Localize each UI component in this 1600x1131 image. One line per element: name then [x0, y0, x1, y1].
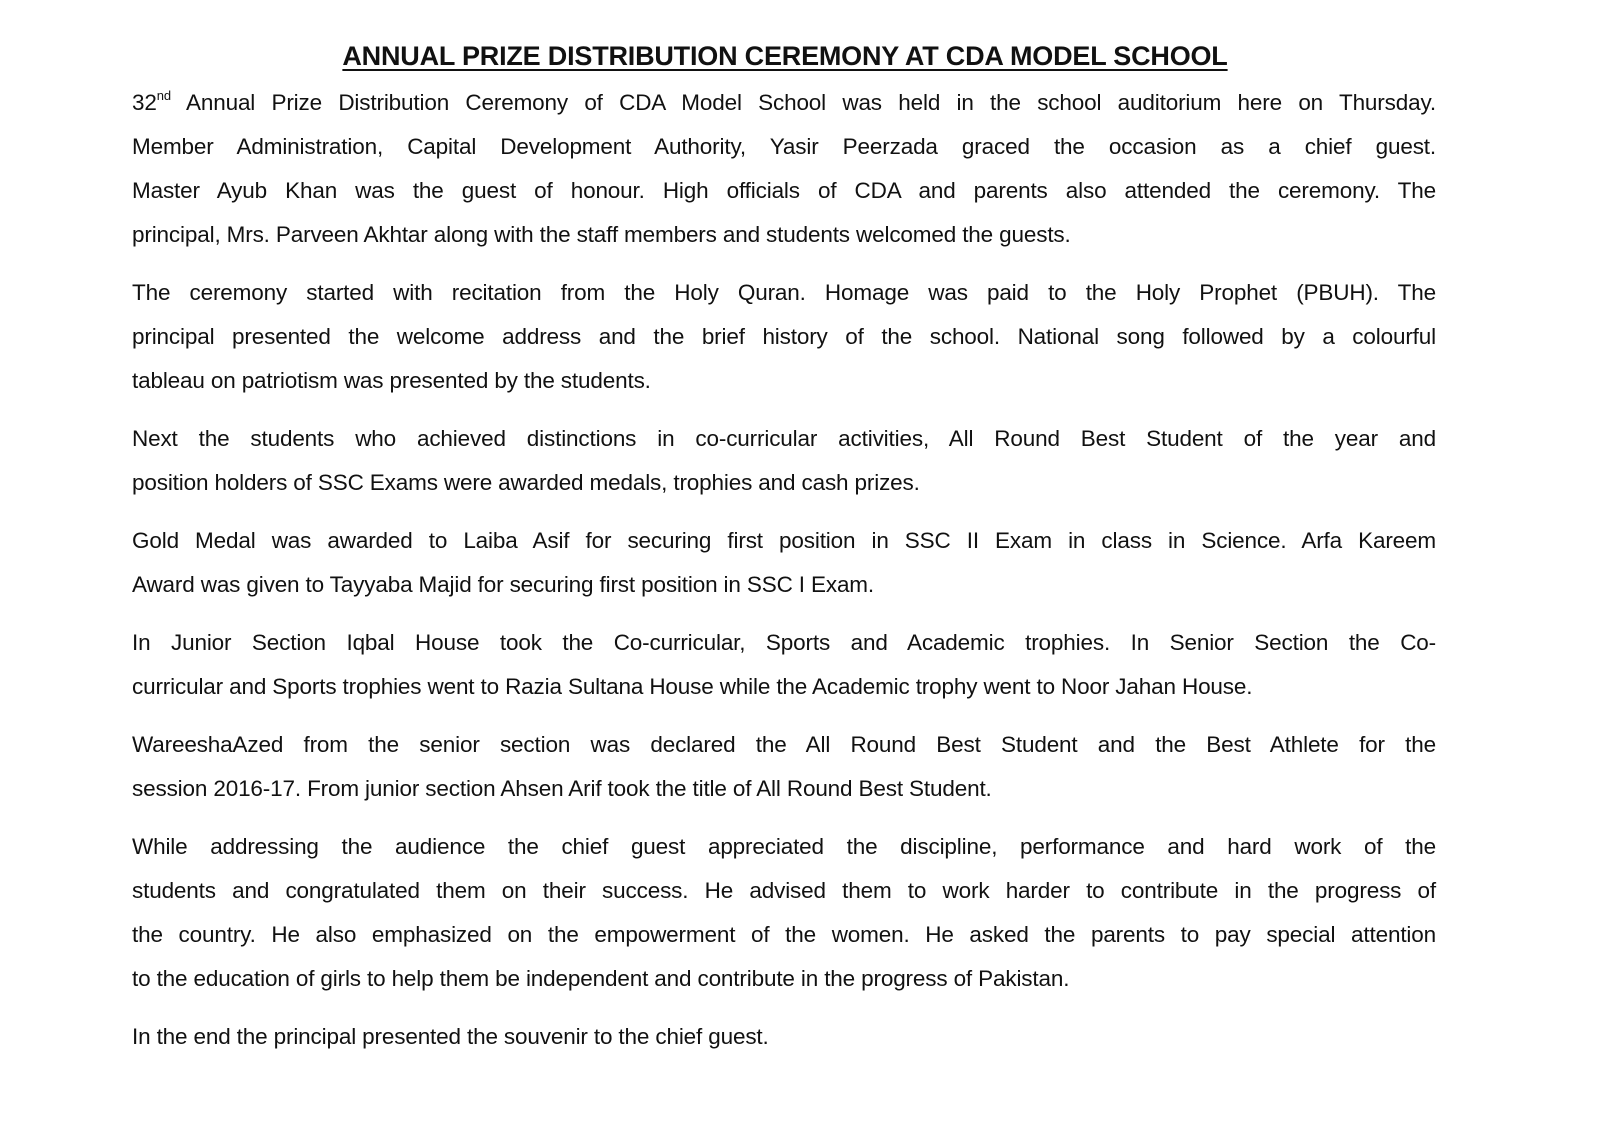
paragraph-line: [132, 88, 1436, 118]
paragraph-line: While addressing the audience the chief guest appreciated the discipline, performance and hard work of the: [132, 834, 1436, 859]
paragraph-line: Member Administration, Capital Development Authority, Yasir Peerzada graced the occasion as a chief guest.: [132, 134, 1436, 159]
paragraph-line: Master Ayub Khan was the guest of honour. High officials of CDA and parents also attended the ceremony. The: [132, 178, 1436, 203]
paragraph-line: to the education of girls to help them be independent and contribute in the progress of Pakistan.: [132, 966, 1070, 991]
paragraph-line: In the end the principal presented the souvenir to the chief guest.: [132, 1024, 769, 1049]
ordinal-number: 32: [132, 90, 157, 115]
paragraph-line: tableau on patriotism was presented by the students.: [132, 368, 651, 393]
ordinal-suffix: nd: [156, 87, 171, 103]
paragraph-line: the country. He also emphasized on the empowerment of the women. He asked the parents to pay special attention: [132, 922, 1436, 947]
paragraph-line: In Junior Section Iqbal House took the Co-curricular, Sports and Academic trophies. In Senior Section the Co-: [132, 630, 1436, 655]
paragraph-line: position holders of SSC Exams were awarded medals, trophies and cash prizes.: [132, 470, 920, 495]
paragraph-line: session 2016-17. From junior section Ahsen Arif took the title of All Round Best Student.: [132, 776, 992, 801]
paragraph-line: Award was given to Tayyaba Majid for securing first position in SSC I Exam.: [132, 572, 875, 597]
paragraph-line: The ceremony started with recitation from the Holy Quran. Homage was paid to the Holy Prophet (PBUH). The: [132, 280, 1436, 305]
paragraph-line: students and congratulated them on their success. He advised them to work harder to contribute in the progress of: [132, 878, 1436, 903]
paragraph-line: curricular and Sports trophies went to Razia Sultana House while the Academic trophy went to Noor Jahan House.: [132, 674, 1253, 699]
paragraph-line: WareeshaAzed from the senior section was declared the All Round Best Student and the Best Athlete for the: [132, 732, 1436, 757]
line-text: Annual Prize Distribution Ceremony of CDA Model School was held in the school auditorium here on Thursday.: [170, 90, 1436, 115]
paragraph-line: Gold Medal was awarded to Laiba Asif for securing first position in SSC II Exam in class in Science. Arfa Kareem: [132, 528, 1436, 553]
document-title-text: ANNUAL PRIZE DISTRIBUTION CEREMONY AT CDA MODEL SCHOOL: [342, 41, 1228, 71]
document-title: [0, 40, 1570, 72]
paragraph-line: principal, Mrs. Parveen Akhtar along with the staff members and students welcomed the guests.: [132, 222, 1071, 247]
paragraph-line: Next the students who achieved distinctions in co-curricular activities, All Round Best Student of the year and: [132, 426, 1436, 451]
paragraph-line: principal presented the welcome address and the brief history of the school. National song followed by a colourful: [132, 324, 1436, 349]
